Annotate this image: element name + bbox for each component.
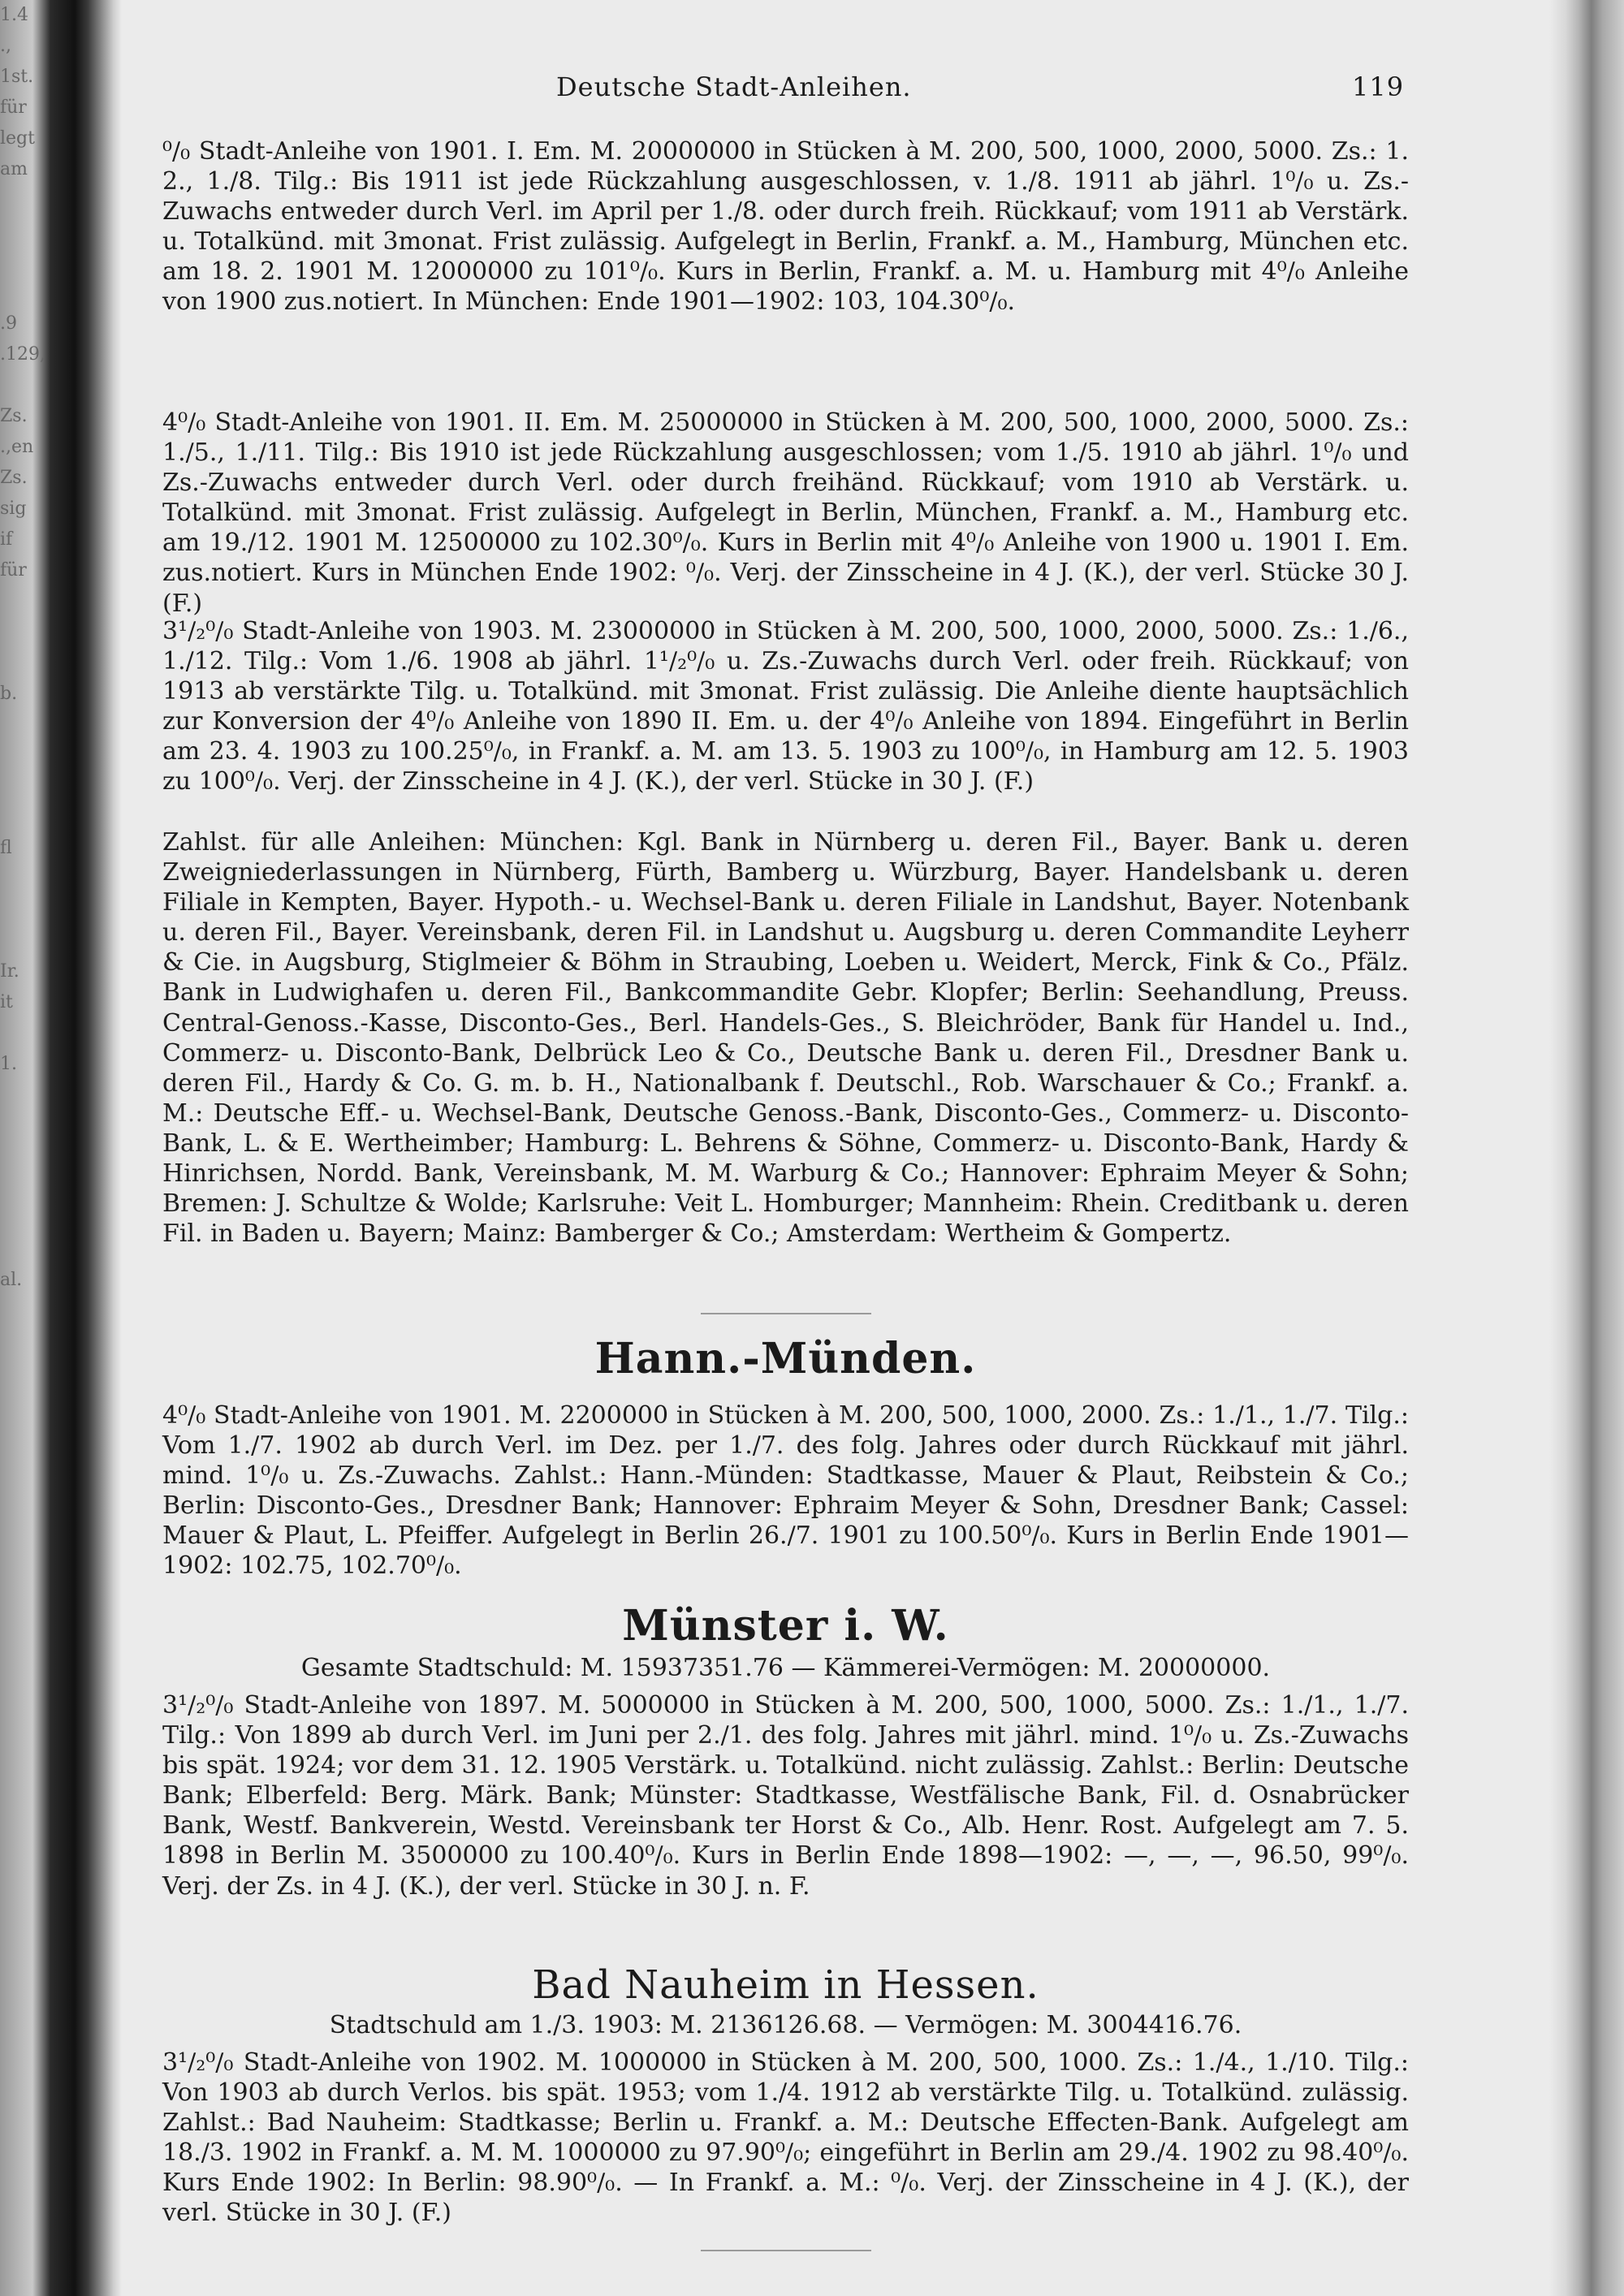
page-number: 119	[1352, 71, 1405, 102]
section-heading: Münster i. W.	[622, 1601, 949, 1651]
section-divider	[701, 2250, 871, 2251]
bond-entry: 4⁰/₀ Stadt-Anleihe von 1901. II. Em. M. 25000000 in Stücken à M. 200, 500, 1000, 2000, 5000. Zs.: 1./5., 1./11. Tilg.: Bis 1910 ist jede Rückzahlung ausgeschlossen; vom 1./5. 1910 ab jährl. 1⁰/₀ und Zs.-Zuwachs entweder durch Verl. oder durch freihänd. Rückkauf; vom 1910 ab Verstärk. u. Totalkünd. mit 3monat. Frist zulässig. Aufgelegt in Berlin, München, Frankf. a. M., Hamburg etc. am 19./12. 1901 M. 12500000 zu 102.30⁰/₀. Kurs in Berlin mit 4⁰/₀ Anleihe von 1900 u. 1901 I. Em. zus.notiert. Kurs in München Ende 1902: ⁰/₀. Verj. der Zinsscheine in 4 J. (K.), der verl. Stücke 30 J. (F.)	[162, 408, 1409, 618]
section-muenster	[162, 1601, 1409, 1934]
bleed-through-text: 1.4 ., 1st. für legt am .9 .129, Zs. .,en Zs. sig if für b. fl Ir. it 1. al.	[0, 5, 45, 1290]
paying-agents-entry: Zahlst. für alle Anleihen: München: Kgl. Bank in Nürnberg u. deren Fil., Bayer. Bank u. deren Zweigniederlassungen in Nürnberg, Fürth, Bamberg u. Würzburg, Bayer. Handelsbank u. deren Filiale in Kempten, Bayer. Hypoth.- u. Wechsel-Bank u. deren Filiale in Landshut, Bayer. Notenbank u. deren Fil., Bayer. Vereinsbank, deren Fil. in Landshut u. Augsburg u. deren Commandite Leyherr & Cie. in Augsburg, Stiglmeier & Böhm in Straubing, Loeben u. Weidert, Merck, Fink & Co., Pfälz. Bank in Ludwighafen u. deren Fil., Bankcommandite Gebr. Klopfer; Berlin: Seehandlung, Preuss. Central-Genoss.-Kasse, Disconto-Ges., Berl. Handels-Ges., S. Bleichröder, Bank für Handel u. Ind., Commerz- u. Disconto-Bank, Delbrück Leo & Co., Deutsche Bank u. deren Fil., Dresdner Bank u. deren Fil., Hardy & Co. G. m. b. H., Nationalbank f. Deutschl., Rob. Warschauer & Co.; Frankf. a. M.: Deutsche Eff.- u. Wechsel-Bank, Deutsche Genoss.-Bank, Disconto-Ges., Commerz- u. Disconto-Bank, L. & E. Wertheimber; Hamburg: L. Behrens & Söhne, Commerz- u. Disconto-Bank, Hardy & Hinrichsen, Nordd. Bank, Vereinsbank, M. M. Warburg & Co.; Hannover: Ephraim Meyer & Sohn; Bremen: J. Schultze & Wolde; Karlsruhe: Veit L. Homburger; Mannheim: Rhein. Creditbank u. deren Fil. in Baden u. Bayern; Mainz: Bamberger & Co.; Amsterdam: Wertheim & Gompertz.	[162, 828, 1409, 1249]
section-hann-muenden	[162, 1334, 1409, 1582]
section-bad-nauheim	[162, 1962, 1409, 2229]
page-body	[162, 136, 1409, 2251]
section-divider	[701, 1313, 871, 1314]
section-heading: Hann.-Münden.	[594, 1334, 977, 1383]
bond-entry: 3¹/₂⁰/₀ Stadt-Anleihe von 1897. M. 5000000 in Stücken à M. 200, 500, 1000, 5000. Zs.: 1./1., 1./7. Tilg.: Von 1899 ab durch Verl. im Juni per 2./1. des folg. Jahres mit jährl. mind. 1⁰/₀ u. Zs.-Zuwachs bis spät. 1924; vor dem 31. 12. 1905 Verstärk. u. Totalkünd. nicht zulässig. Zahlst.: Berlin: Deutsche Bank; Elberfeld: Berg. Märk. Bank; Münster: Stadtkasse, Westfälische Bank, Fil. d. Osnabrücker Bank, Westf. Bankverein, Westd. Vereinsbank ter Horst & Co., Alb. Henr. Rost. Aufgelegt am 7. 5. 1898 in Berlin M. 3500000 zu 100.40⁰/₀. Kurs in Berlin Ende 1898—1902: —, —, —, 96.50, 99⁰/₀. Verj. der Zs. in 4 J. (K.), der verl. Stücke in 30 J. n. F.	[162, 1691, 1409, 1901]
bond-entry: 4⁰/₀ Stadt-Anleihe von 1901. M. 2200000 in Stücken à M. 200, 500, 1000, 2000. Zs.: 1./1., 1./7. Tilg.: Vom 1./7. 1902 ab durch Verl. im Dez. per 1./7. des folg. Jahres oder durch Rückkauf mit jährl. mind. 1⁰/₀ u. Zs.-Zuwachs. Zahlst.: Hann.-Münden: Stadtkasse, Mauer & Plaut, Reibstein & Co.; Berlin: Disconto-Ges., Dresdner Bank; Hannover: Ephraim Meyer & Sohn, Dresdner Bank; Cassel: Mauer & Plaut, L. Pfeiffer. Aufgelegt in Berlin 26./7. 1901 zu 100.50⁰/₀. Kurs in Berlin Ende 1901—1902: 102.75, 102.70⁰/₀.	[162, 1401, 1409, 1581]
section-subtitle: Gesamte Stadtschuld: M. 15937351.76 — Kämmerei-Vermögen: M. 20000000.	[300, 1654, 1271, 1682]
bond-entry: 3¹/₂⁰/₀ Stadt-Anleihe von 1902. M. 1000000 in Stücken à M. 200, 500, 1000. Zs.: 1./4., 1./10. Tilg.: Von 1903 ab durch Verlos. bis spät. 1953; vom 1./4. 1912 ab verstärkte Tilg. u. Totalkünd. zulässig. Zahlst.: Bad Nauheim: Stadtkasse; Berlin u. Frankf. a. M.: Deutsche Effecten-Bank. Aufgelegt am 18./3. 1902 in Frankf. a. M. M. 1000000 zu 97.90⁰/₀; eingeführt in Berlin am 29./4. 1902 zu 98.40⁰/₀. Kurs Ende 1902: In Berlin: 98.90⁰/₀. — In Frankf. a. M.: ⁰/₀. Verj. der Zinsscheine in 4 J. (K.), der verl. Stücke in 30 J. (F.)	[162, 2048, 1409, 2228]
bond-entry: 3¹/₂⁰/₀ Stadt-Anleihe von 1903. M. 23000000 in Stücken à M. 200, 500, 1000, 2000, 5000. Zs.: 1./6., 1./12. Tilg.: Vom 1./6. 1908 ab jährl. 1¹/₂⁰/₀ u. Zs.-Zuwachs durch Verl. oder freih. Rückkauf; von 1913 ab verstärkte Tilg. u. Totalkünd. mit 3monat. Frist zulässig. Die Anleihe diente hauptsächlich zur Konversion der 4⁰/₀ Anleihe von 1890 II. Em. u. der 4⁰/₀ Anleihe von 1894. Eingeführt in Berlin am 23. 4. 1903 zu 100.25⁰/₀, in Frankf. a. M. am 13. 5. 1903 zu 100⁰/₀, in Hamburg am 12. 5. 1903 zu 100⁰/₀. Verj. der Zinsscheine in 4 J. (K.), der verl. Stücke in 30 J. (F.)	[162, 617, 1409, 796]
section-heading: Bad Nauheim in Hessen.	[532, 1962, 1039, 2008]
page-edge-shadow	[1549, 0, 1624, 2296]
running-title: Deutsche Stadt-Anleihen.	[556, 71, 912, 102]
section-subtitle: Stadtschuld am 1./3. 1903: M. 2136126.68. — Vermögen: M. 3004416.76.	[329, 2011, 1242, 2039]
section-continued	[162, 136, 1409, 1310]
bond-entry: ⁰/₀ Stadt-Anleihe von 1901. I. Em. M. 20000000 in Stücken à M. 200, 500, 1000, 2000, 5000. Zs.: 1. 2., 1./8. Tilg.: Bis 1911 ist jede Rückzahlung ausgeschlossen, v. 1./8. 1911 ab jährl. 1⁰/₀ u. Zs.-Zuwachs entweder durch Verl. im April per 1./8. oder durch freih. Rückkauf; vom 1911 ab Verstärk. u. Totalkünd. mit 3monat. Frist zulässig. Aufgelegt in Berlin, Frankf. a. M., Hamburg, München etc. am 18. 2. 1901 M. 12000000 zu 101⁰/₀. Kurs in Berlin, Frankf. a. M. u. Hamburg mit 4⁰/₀ Anleihe von 1900 zus.notiert. In München: Ende 1901—1902: 103, 104.30⁰/₀.	[162, 137, 1409, 317]
